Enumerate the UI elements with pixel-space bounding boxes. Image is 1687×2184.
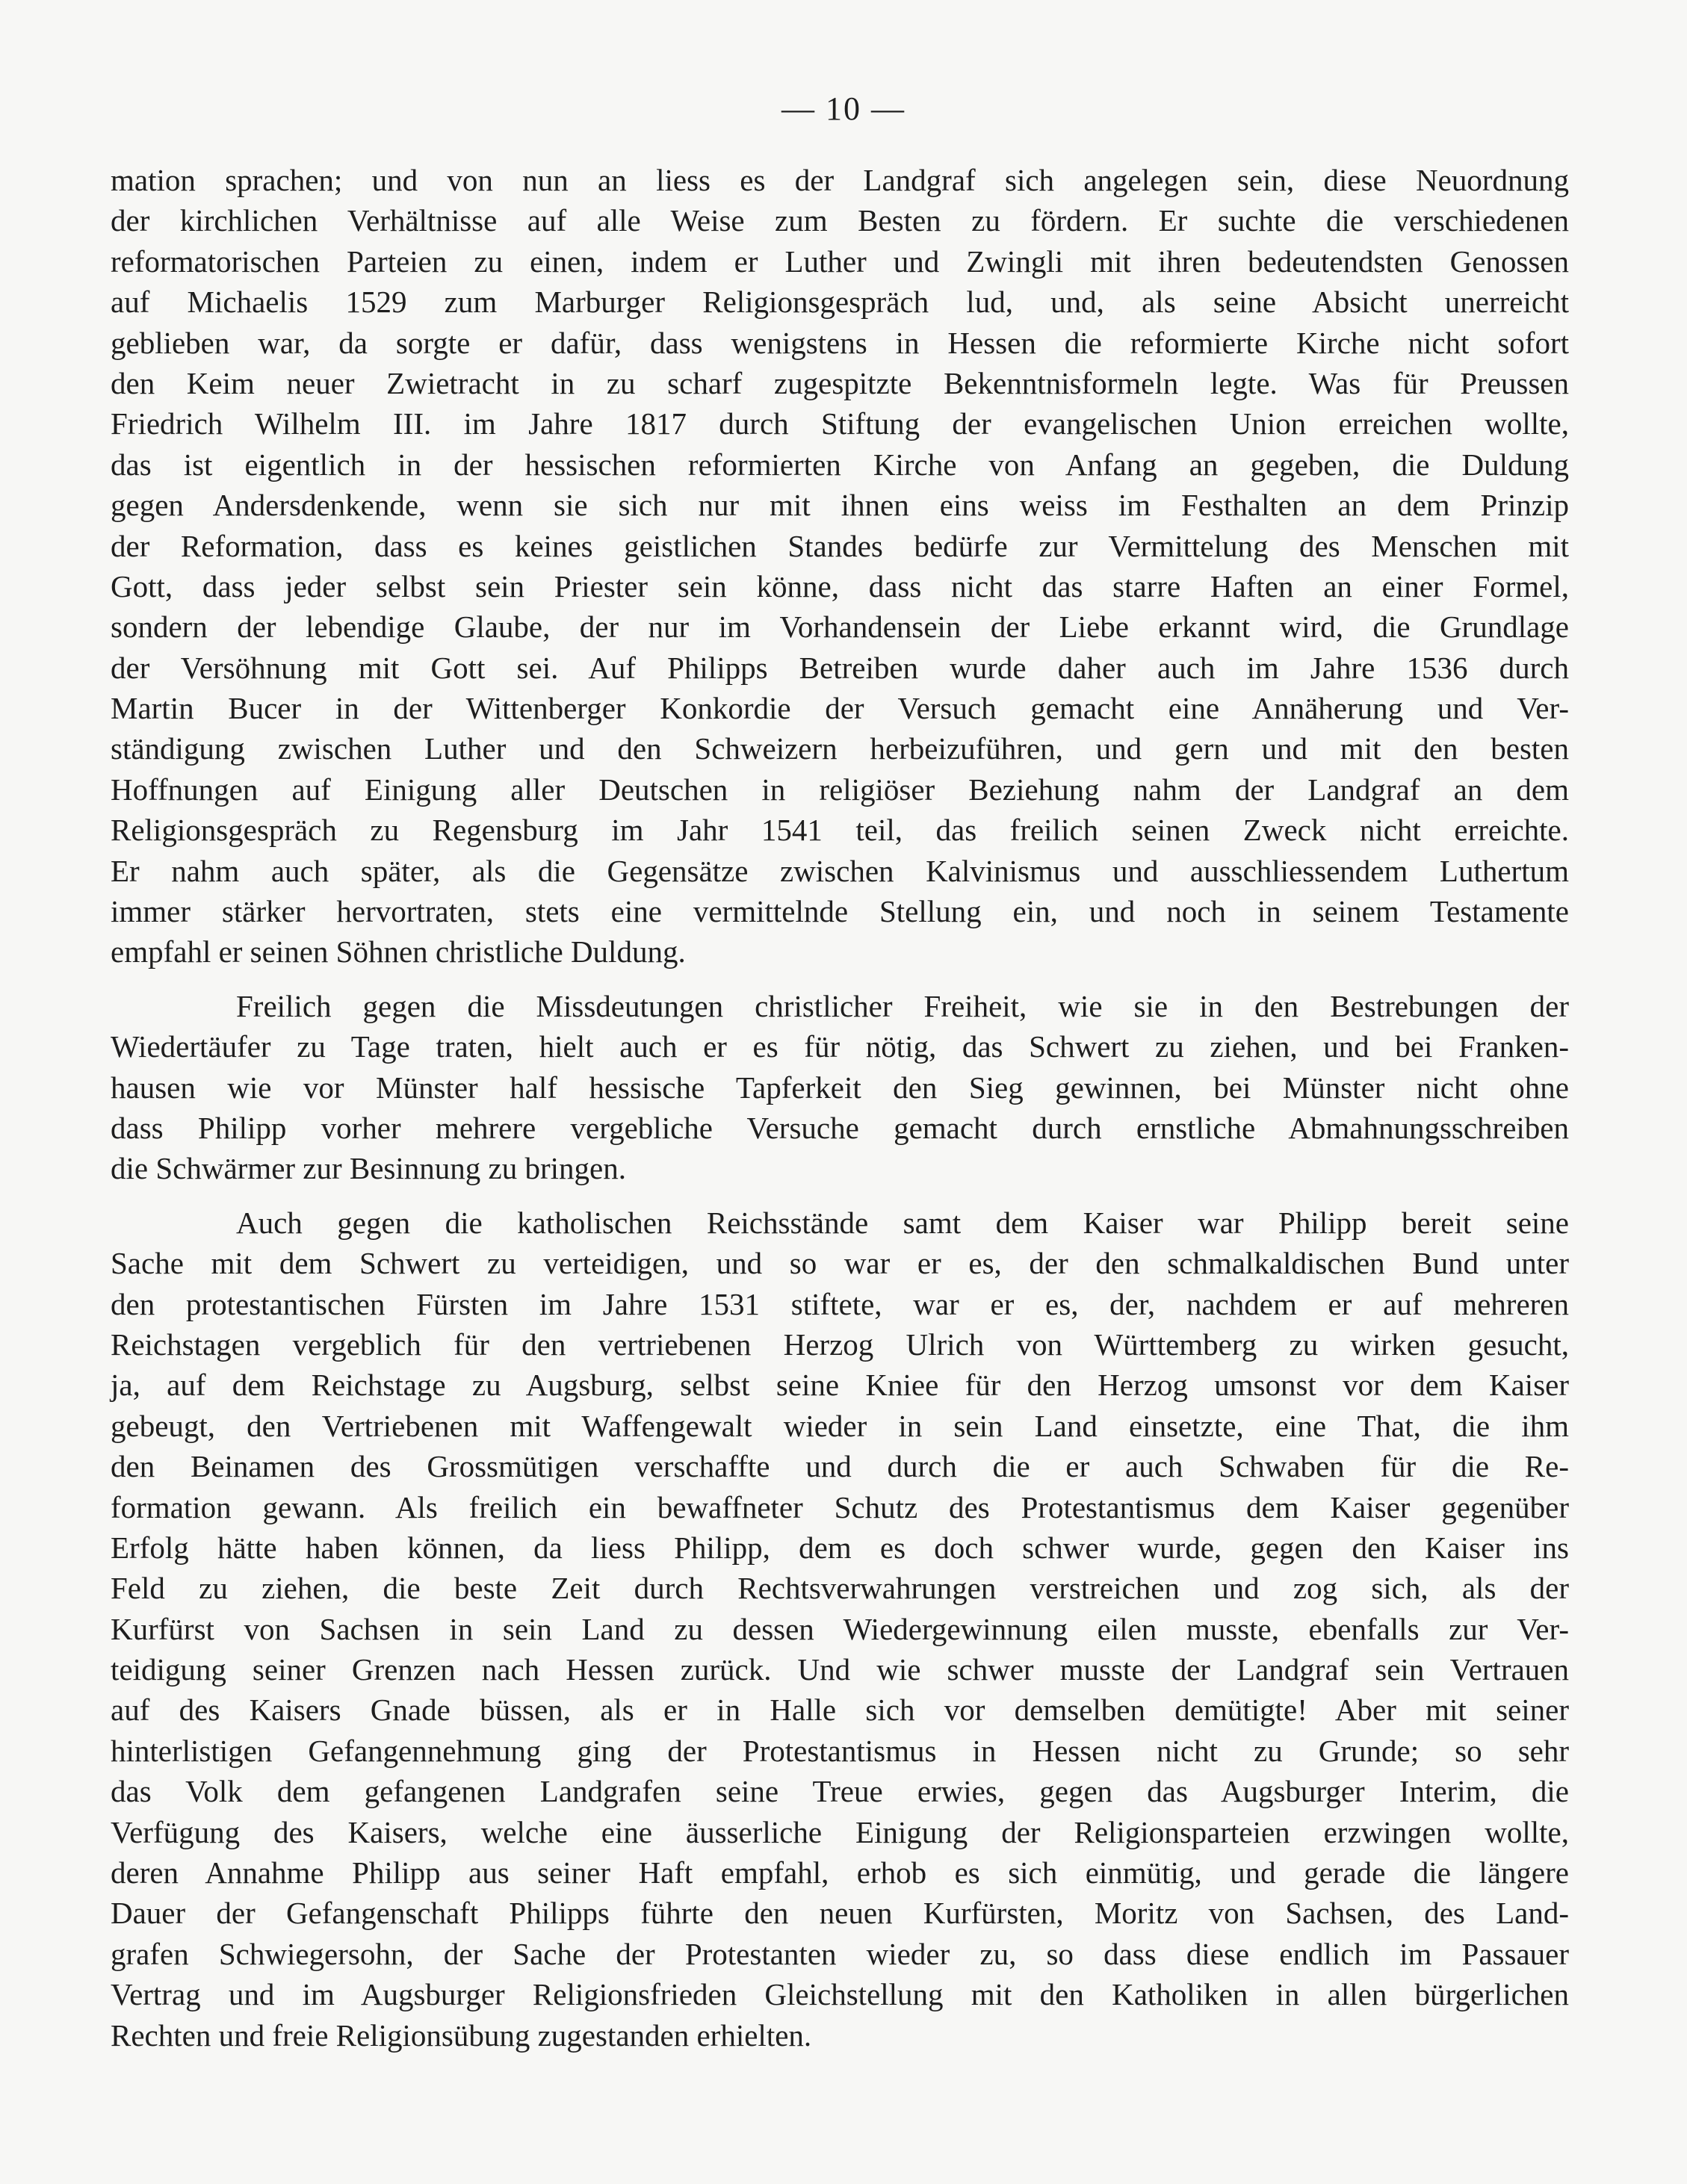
text-line: Dauer der Gefangenschaft Philipps führte den neuen Kurfürsten, Moritz von Sachsen, des Land-	[111, 1896, 1569, 1931]
text-line: Feld zu ziehen, die beste Zeit durch Rechtsverwahrungen verstreichen und zog sich, als der	[111, 1571, 1569, 1606]
text-line: Hoffnungen auf Einigung aller Deutschen in religiöser Beziehung nahm der Landgraf an dem	[111, 772, 1569, 807]
text-line: teidigung seiner Grenzen nach Hessen zurück. Und wie schwer musste der Landgraf sein Vertrauen	[111, 1652, 1569, 1687]
text-line: ständigung zwischen Luther und den Schweizern herbeizuführen, und gern und mit den besten	[111, 731, 1569, 766]
text-line: das ist eigentlich in der hessischen reformierten Kirche von Anfang an gegeben, die Duldung	[111, 447, 1569, 482]
paragraph	[111, 1203, 1569, 2056]
paragraph	[111, 160, 1569, 972]
text-line: Erfolg hätte haben können, da liess Philipp, dem es doch schwer wurde, gegen den Kaiser ins	[111, 1530, 1569, 1565]
text-line: Gott, dass jeder selbst sein Priester sein könne, dass nicht das starre Haften an einer Formel,	[111, 568, 1569, 604]
text-line: Freilich gegen die Missdeutungen christlicher Freiheit, wie sie in den Bestrebungen der	[236, 988, 1569, 1023]
text-line: die Schwärmer zur Besinnung zu bringen.	[111, 1151, 626, 1186]
text-line: ja, auf dem Reichstage zu Augsburg, selbst seine Kniee für den Herzog umsonst vor dem Kaiser	[111, 1368, 1569, 1403]
text-line: deren Annahme Philipp aus seiner Haft empfahl, erhob es sich einmütig, und gerade die längere	[111, 1855, 1569, 1890]
text-line: gebeugt, den Vertriebenen mit Waffengewalt wieder in sein Land einsetzte, eine That, die ihm	[111, 1408, 1569, 1443]
text-line: hausen wie vor Münster half hessische Tapferkeit den Sieg gewinnen, bei Münster nicht ohne	[111, 1070, 1569, 1105]
text-line: empfahl er seinen Söhnen christliche Duldung.	[111, 934, 686, 970]
text-line: das Volk dem gefangenen Landgrafen seine Treue erwies, gegen das Augsburger Interim, die	[111, 1774, 1569, 1809]
text-line: der Versöhnung mit Gott sei. Auf Philipps Betreiben wurde daher auch im Jahre 1536 durch	[111, 650, 1569, 685]
text-line: auf des Kaisers Gnade büssen, als er in Halle sich vor demselben demütigte! Aber mit seiner	[111, 1693, 1569, 1728]
text-line: gegen Andersdenkende, wenn sie sich nur mit ihnen eins weiss im Festhalten an dem Prinzip	[111, 488, 1569, 523]
text-line: den protestantischen Fürsten im Jahre 1531 stiftete, war er es, der, nachdem er auf mehreren	[111, 1286, 1569, 1321]
text-line: Kurfürst von Sachsen in sein Land zu dessen Wiedergewinnung eilen musste, ebenfalls zur Ver-	[111, 1611, 1569, 1646]
text-line: Verfügung des Kaisers, welche eine äusserliche Einigung der Religionsparteien erzwingen wollte,	[111, 1814, 1569, 1849]
text-line: Auch gegen die katholischen Reichsstände samt dem Kaiser war Philipp bereit seine	[236, 1205, 1569, 1240]
text-line: auf Michaelis 1529 zum Marburger Religionsgespräch lud, und, als seine Absicht unerreicht	[111, 285, 1569, 320]
text-line: grafen Schwiegersohn, der Sache der Protestanten wieder zu, so dass diese endlich im Passauer	[111, 1936, 1569, 1971]
text-line: reformatorischen Parteien zu einen, indem er Luther und Zwingli mit ihren bedeutendsten Genossen	[111, 243, 1569, 279]
text-line: hinterlistigen Gefangennehmung ging der Protestantismus in Hessen nicht zu Grunde; so sehr	[111, 1733, 1569, 1768]
text-line: Wiedertäufer zu Tage traten, hielt auch er es für nötig, das Schwert zu ziehen, und bei Franken-	[111, 1029, 1569, 1064]
text-line: Religionsgespräch zu Regensburg im Jahr 1541 teil, das freilich seinen Zweck nicht erreichte.	[111, 813, 1569, 848]
body-text	[111, 160, 1569, 2056]
text-line: formation gewann. Als freilich ein bewaffneter Schutz des Protestantismus dem Kaiser gegenüber	[111, 1489, 1569, 1524]
page-number: — 10 —	[781, 90, 906, 127]
text-line: Friedrich Wilhelm III. im Jahre 1817 durch Stiftung der evangelischen Union erreichen wollte,	[111, 406, 1569, 441]
text-line: Er nahm auch später, als die Gegensätze zwischen Kalvinismus und ausschliessendem Luthertum	[111, 853, 1569, 888]
text-line: der kirchlichen Verhältnisse auf alle Weise zum Besten zu fördern. Er suchte die verschiedenen	[111, 203, 1569, 238]
text-line: Vertrag und im Augsburger Religionsfrieden Gleichstellung mit den Katholiken in allen bürgerlichen	[111, 1977, 1569, 2012]
text-line: dass Philipp vorher mehrere vergebliche Versuche gemacht durch ernstliche Abmahnungsschreiben	[111, 1110, 1569, 1145]
text-line: sondern der lebendige Glaube, der nur im Vorhandensein der Liebe erkannt wird, die Grundlage	[111, 609, 1569, 645]
text-line: mation sprachen; und von nun an liess es der Landgraf sich angelegen sein, diese Neuordnung	[111, 163, 1569, 197]
text-line: den Keim neuer Zwietracht in zu scharf zugespitzte Bekenntnisformeln legte. Was für Preussen	[111, 365, 1569, 400]
text-line: Sache mit dem Schwert zu verteidigen, und so war er es, der den schmalkaldischen Bund unter	[111, 1246, 1569, 1281]
text-line: immer stärker hervortraten, stets eine vermittelnde Stellung ein, und noch in seinem Testamente	[111, 894, 1569, 929]
text-line: Rechten und freie Religionsübung zugestanden erhielten.	[111, 2017, 812, 2053]
text-line: Martin Bucer in der Wittenberger Konkordie der Versuch gemacht eine Annäherung und Ver-	[111, 691, 1569, 726]
text-line: der Reformation, dass es keines geistlichen Standes bedürfe zur Vermittelung des Menschen mit	[111, 528, 1569, 563]
text-line: den Beinamen des Grossmütigen verschaffte und durch die er auch Schwaben für die Re-	[111, 1449, 1569, 1484]
text-line: geblieben war, da sorgte er dafür, dass wenigstens in Hessen die reformierte Kirche nicht sofort	[111, 325, 1569, 360]
paragraph	[111, 986, 1569, 1189]
text-line: Reichstagen vergeblich für den vertriebenen Herzog Ulrich von Württemberg zu wirken gesucht,	[111, 1327, 1569, 1362]
